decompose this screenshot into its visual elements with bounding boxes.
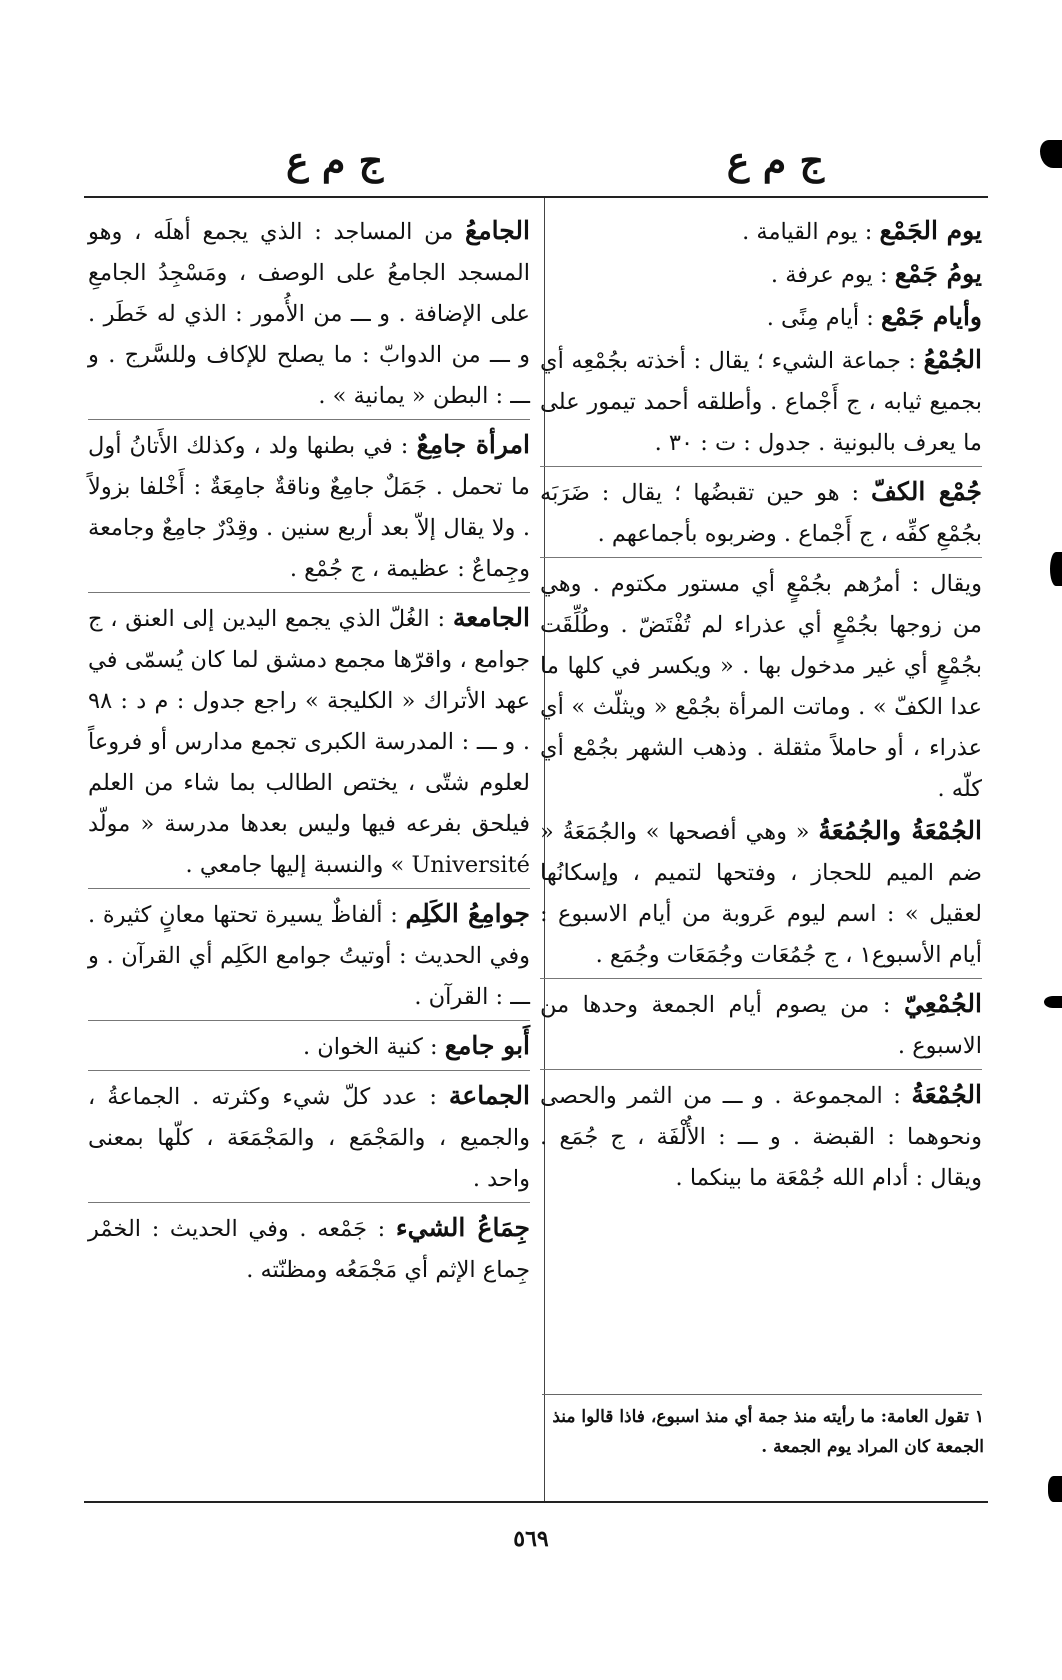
- entry-definition: من المساجد : الذي يجمع أهلَه ، وهو المسجد الجامعُ على الوصف ، ومَسْجِدُ الجامعِ على الإضافة . و ـــ من الأُمور : الذي له خَطَر . و ـــ من الدوابّ : ما يصلح للإكاف وللسَّرج . و ـــ : البطن « يمانية » .: [88, 219, 530, 409]
- footnote: ١ تقول العامة: ما رأيته منذ جمة أي منذ اسبوع، فاذا قالوا منذ الجمعة كان المراد يوم الجمعة .: [552, 1407, 984, 1457]
- entry-definition: : جَمْعه . وفي الحديث : الخمْر جِماع الإثم أي مَجْمَعُه ومظنّته .: [88, 1216, 530, 1283]
- entry-separator: [540, 466, 982, 467]
- top-rule: [84, 196, 988, 198]
- scan-edge-mark: [1050, 552, 1062, 586]
- entry: [540, 562, 982, 810]
- entry: [540, 210, 982, 253]
- entry: [88, 893, 530, 1018]
- entry: [540, 810, 982, 976]
- entry-term: جوامِعُ الكَلِم: [405, 899, 531, 928]
- entry: [540, 1074, 982, 1199]
- entry: [88, 1207, 530, 1291]
- entry-separator: [88, 592, 530, 593]
- header-left-root: ج م ع: [286, 138, 384, 183]
- footnote-rule: [542, 1394, 982, 1395]
- entry-separator: [88, 1020, 530, 1021]
- entry-definition: : كنية الخوان .: [302, 1034, 445, 1060]
- entry-definition: : من يصوم أيام الجمعة وحدها من الاسبوع .: [540, 992, 982, 1059]
- entry-definition: : في بطنها ولد ، وكذلك الأَتانُ أول ما تحمل . جَمَلٌ جامِعٌ وناقةٌ جامِعَةٌ : أَخْلفا بزولاً . ولا يقال إلاّ بعد أربع سنين . وقِدْرٌ جامِعٌ وجامعة وجِماعٌ : عظيمة ، ج جُمْع .: [88, 433, 530, 582]
- entry-definition: : أيام مِنًى .: [766, 305, 881, 331]
- entry: [540, 253, 982, 296]
- entry-separator: [540, 978, 982, 979]
- entry-separator: [88, 1070, 530, 1071]
- scan-edge-mark: [1040, 140, 1062, 168]
- entry-definition: « وهي أفصحها » والجُمَعَةُ « ضم الميم للحجاز ، وفتحها لتميم ، وإسكانُها لعقيل » : اسم ليوم عَروبة من أيام الاسبوع : أيام الأسبوع١ ، ج جُمُعَات وجُمَعَات وجُمَع .: [540, 819, 982, 968]
- entry-term: امرأة جامِعٌ: [416, 430, 531, 459]
- entry-separator: [540, 1069, 982, 1070]
- entry-definition: : هو حين تقبضُها ؛ يقال : ضَرَبَه بجُمْعِ كفِّه ، ج أَجْماع . وضربوه بأجماعهم .: [540, 480, 982, 547]
- entry: [88, 597, 530, 886]
- entry-definition: : يوم القيامة .: [742, 219, 880, 245]
- entry-separator: [88, 888, 530, 889]
- entry-separator: [88, 1202, 530, 1203]
- entry: [88, 424, 530, 590]
- entry-definition: : يوم عرفة .: [770, 262, 895, 288]
- entry: [88, 210, 530, 417]
- bottom-rule: [84, 1501, 988, 1503]
- entry-separator: [540, 557, 982, 558]
- entry-definition: : عدد كلّ شيء وكثرته . الجماعةُ ، والجميع ، والمَجْمَع ، والمَجْمَعَة ، كلّها بمعنى واحد .: [88, 1084, 530, 1192]
- entry-term: الجُمْعِيّ: [903, 989, 982, 1018]
- entry-definition: : المجموعة . و ـــ من الثمر والحصى ونحوهما : القبضة . و ـــ : الأُلْفَة ، ج جُمَع . ويقال : أدام الله جُمْعَة ما بينكما .: [540, 1083, 982, 1191]
- entry-definition: ويقال : أمرُهم بجُمْعٍ أي مستور مكتوم . وهي من زوجها بجُمْعٍ أي عذراء لم تُفْتَضّ . وطُلِّقَت بجُمْعٍ أي غير مدخول بها . « ويكسر في كلها ما عدا الكفّ » . وماتت المرأة بجُمْع « ويثلّث » أي عذراء ، أو حاملاً مثقلة . وذهب الشهر بجُمْع أي كلّه .: [540, 571, 982, 802]
- entry: [540, 296, 982, 339]
- entry: [540, 983, 982, 1067]
- page-number: ٥٦٩: [513, 1526, 549, 1552]
- entry-term: الجُمْعُ: [923, 345, 982, 374]
- right-column: [540, 210, 982, 1199]
- entry-definition: : جماعة الشيء ؛ يقال : أخذته بجُمْعِه أي بجميع ثيابه ، ج أَجْماع . وأطلقه أحمد تيمور على ما يعرف بالبونية . جدول : ت : ٣٠ .: [540, 348, 982, 456]
- entry-term: الجُمْعَةُ: [911, 1080, 982, 1109]
- entry-definition: : ألفاظٌ يسيرة تحتها معانٍ كثيرة . وفي الحديث : أوتيتُ جوامع الكَلِم أي القرآن . و ـــ : القرآن .: [88, 902, 530, 1010]
- entry-term: يوم الجَمْع: [879, 216, 982, 245]
- entry: [88, 1075, 530, 1200]
- entry-term: أَبو جامع: [444, 1031, 530, 1060]
- entry-term: يومُ جَمْع: [894, 259, 982, 288]
- header-right-root: ج م ع: [726, 138, 824, 183]
- entry-term: الجامعُ: [464, 216, 530, 245]
- entry: [540, 471, 982, 555]
- entry-term: جِمَاعُ الشيء: [395, 1213, 531, 1242]
- entry-separator: [88, 419, 530, 420]
- scan-edge-mark: [1048, 1476, 1062, 1502]
- entry-term: الجامعة: [452, 603, 530, 632]
- left-column: [88, 210, 530, 1291]
- entry-term: الجماعة: [448, 1081, 530, 1110]
- entry-definition: : الغُلّ الذي يجمع اليدين إلى العنق ، ج جوامع ، واقرّها مجمع دمشق لما كان يُسمّى في عهد الأتراك « الكليجة » راجع جدول : م د : ٩٨ . و ـــ : المدرسة الكبرى تجمع مدارس أو فروعاً لعلوم شتّى ، يختص الطالب بما شاء من العلم فيلحق بفرعه فيها وليس بعدها مدرسة « مولّد Université » والنسبة إليها جامعي .: [88, 606, 530, 878]
- scan-edge-mark: [1044, 996, 1062, 1008]
- entry-term: وأيام جَمْع: [881, 302, 982, 331]
- entry: [540, 339, 982, 464]
- entry-term: جُمْع الكفّ: [871, 477, 982, 506]
- entry-term: الجُمْعَةُ والجُمُعَةُ: [818, 816, 982, 845]
- entry: [88, 1025, 530, 1068]
